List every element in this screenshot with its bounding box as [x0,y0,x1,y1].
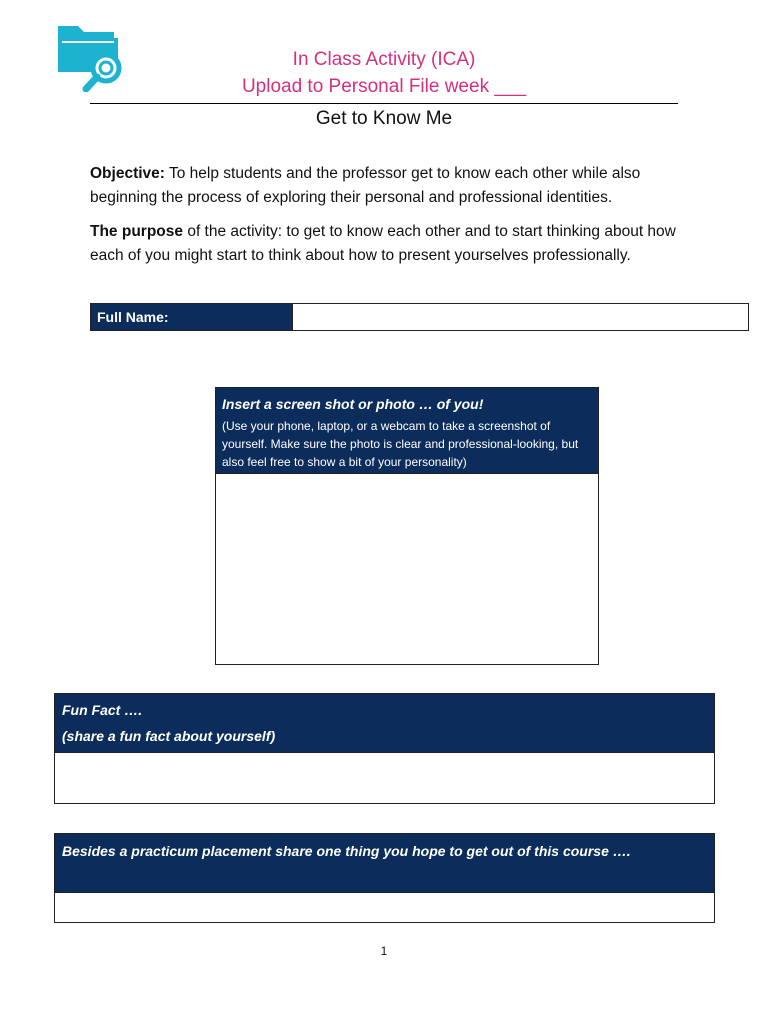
objective-paragraph [90,162,690,210]
course-goal-field[interactable] [55,893,714,921]
full-name-label: Full Name: [91,304,293,330]
page-number: 1 [380,944,388,958]
header-divider [90,103,678,104]
full-name-field[interactable] [293,304,748,330]
purpose-label: The purpose [90,223,184,240]
photo-title: Insert a screen shot or photo … of you! [222,396,484,412]
fun-fact-section [54,693,715,804]
photo-section [215,387,599,665]
photo-header [216,388,598,474]
fun-fact-title: Fun Fact …. [62,702,143,718]
photo-drop-area[interactable] [216,474,598,663]
course-goal-title: Besides a practicum placement share one thing you hope to get out of this course …. [62,843,631,859]
title-line-2: Upload to Personal File week ___ [241,76,527,97]
fun-fact-subtitle: (share a fun fact about yourself) [62,728,276,744]
course-goal-section [54,833,715,923]
photo-description: (Use your phone, laptop, or a webcam to take a screenshot of yourself. Make sure the photo is clear and professional-looking, but also feel free to show a bit of your personality) [222,419,579,469]
course-goal-header [55,834,714,893]
purpose-text: of the activity: to get to know each other and to start thinking about how each of you might start to think about how to present yourselves professionally. [90,223,676,264]
fun-fact-field[interactable] [55,753,714,802]
objective-label: Objective: [90,165,165,182]
objective-text: To help students and the professor get to know each other while also beginning the process of exploring their personal and professional identities. [90,165,641,206]
full-name-row [90,303,749,331]
page-subtitle: Get to Know Me [315,108,453,129]
title-line-1: In Class Activity (ICA) [292,49,476,70]
fun-fact-header [55,694,714,753]
purpose-paragraph [90,220,690,268]
